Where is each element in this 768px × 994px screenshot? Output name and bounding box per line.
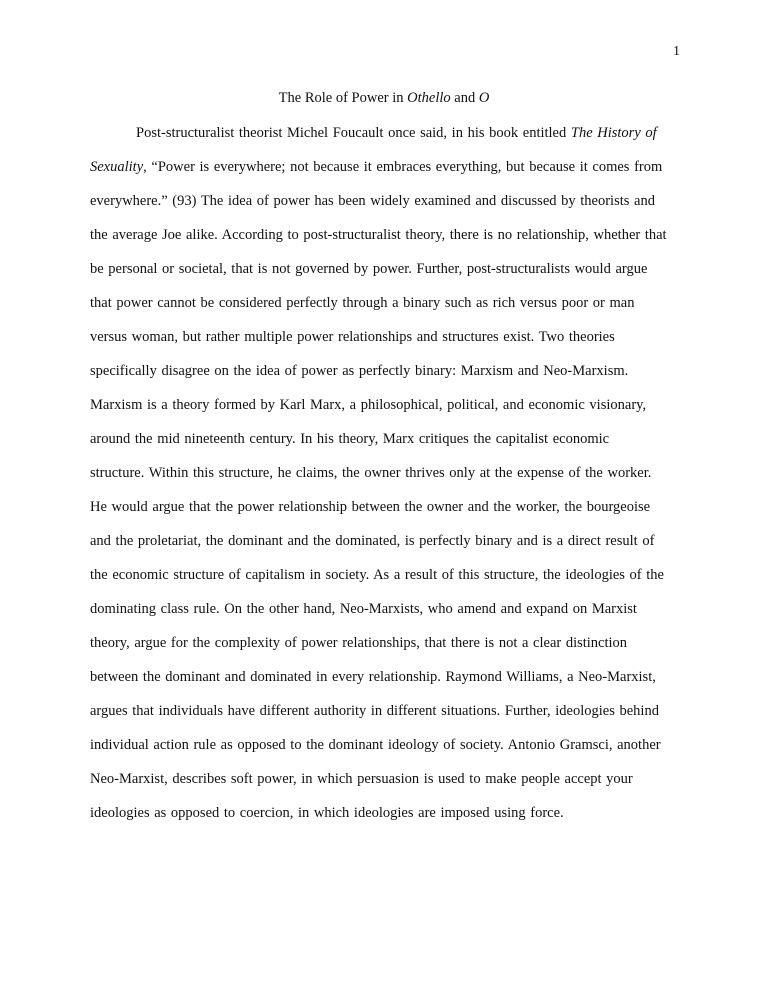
line-text: ideologies as opposed to coercion, in which ideologies are imposed using force. <box>90 805 564 821</box>
line-text: be personal or societal, that is not governed by power. Further, post-structuralists would argue <box>90 261 648 277</box>
text-line <box>90 694 680 728</box>
text-line <box>90 592 680 626</box>
line-text: structure. Within this structure, he claims, the owner thrives only at the expense of the worker. <box>90 465 652 481</box>
text-line <box>90 558 680 592</box>
line-text: the economic structure of capitalism in society. As a result of this structure, the ideologies of the <box>90 567 664 583</box>
text-line <box>90 320 680 354</box>
document-title <box>0 90 768 107</box>
line-text: Post-structuralist theorist Michel Foucault once said, in his book entitled <box>136 125 571 141</box>
line-text: He would argue that the power relationship between the owner and the worker, the bourgeoise <box>90 499 651 515</box>
text-line <box>90 456 680 490</box>
line-text: between the dominant and dominated in every relationship. Raymond Williams, a Neo-Marxist, <box>90 669 656 685</box>
text-line <box>90 728 680 762</box>
line-text: Neo-Marxist, describes soft power, in which persuasion is used to make people accept your <box>90 771 633 787</box>
title-italic-o: O <box>478 90 490 106</box>
line-text: the average Joe alike. According to post-structuralist theory, there is no relationship, whether that <box>90 227 667 243</box>
text-line <box>90 252 680 286</box>
line-text: Marxism is a theory formed by Karl Marx, a philosophical, political, and economic visionary, <box>90 397 647 413</box>
line-text: individual action rule as opposed to the dominant ideology of society. Antonio Gramsci, another <box>90 737 661 753</box>
line-text: versus woman, but rather multiple power relationships and structures exist. Two theories <box>90 329 615 345</box>
line-text: argues that individuals have different authority in different situations. Further, ideologies behind <box>90 703 659 719</box>
line-italic-text: The History of <box>570 125 657 141</box>
text-line <box>90 490 680 524</box>
text-line <box>90 422 680 456</box>
text-line <box>90 796 680 830</box>
page-number: 1 <box>673 44 680 59</box>
line-text: that power cannot be considered perfectly through a binary such as rich versus poor or man <box>90 295 635 311</box>
line-italic-text: Sexuality <box>90 159 144 175</box>
line-text-after: , “Power is everywhere; not because it embraces everything, but because it comes from <box>143 159 663 175</box>
text-line <box>90 388 680 422</box>
line-text: around the mid nineteenth century. In his theory, Marx critiques the capitalist economic <box>90 431 610 447</box>
text-line <box>90 524 680 558</box>
text-line <box>90 286 680 320</box>
line-text: dominating class rule. On the other hand, Neo-Marxists, who amend and expand on Marxist <box>90 601 637 617</box>
text-line <box>90 626 680 660</box>
line-text: specifically disagree on the idea of power as perfectly binary: Marxism and Neo-Marxism. <box>90 363 629 379</box>
text-line <box>90 150 680 184</box>
line-text: and the proletariat, the dominant and the dominated, is perfectly binary and is a direct result of <box>90 533 655 549</box>
text-line <box>90 184 680 218</box>
text-line <box>90 354 680 388</box>
title-middle: and <box>450 90 479 106</box>
line-text: theory, argue for the complexity of power relationships, that there is not a clear distinction <box>90 635 628 651</box>
body-paragraph <box>90 116 680 830</box>
text-line <box>90 218 680 252</box>
text-line <box>90 762 680 796</box>
title-italic-othello: Othello <box>407 90 451 106</box>
text-line <box>90 116 680 150</box>
line-text: everywhere.” (93) The idea of power has been widely examined and discussed by theorists and <box>90 193 655 209</box>
title-prefix: The Role of Power in <box>278 90 408 106</box>
text-line <box>90 660 680 694</box>
